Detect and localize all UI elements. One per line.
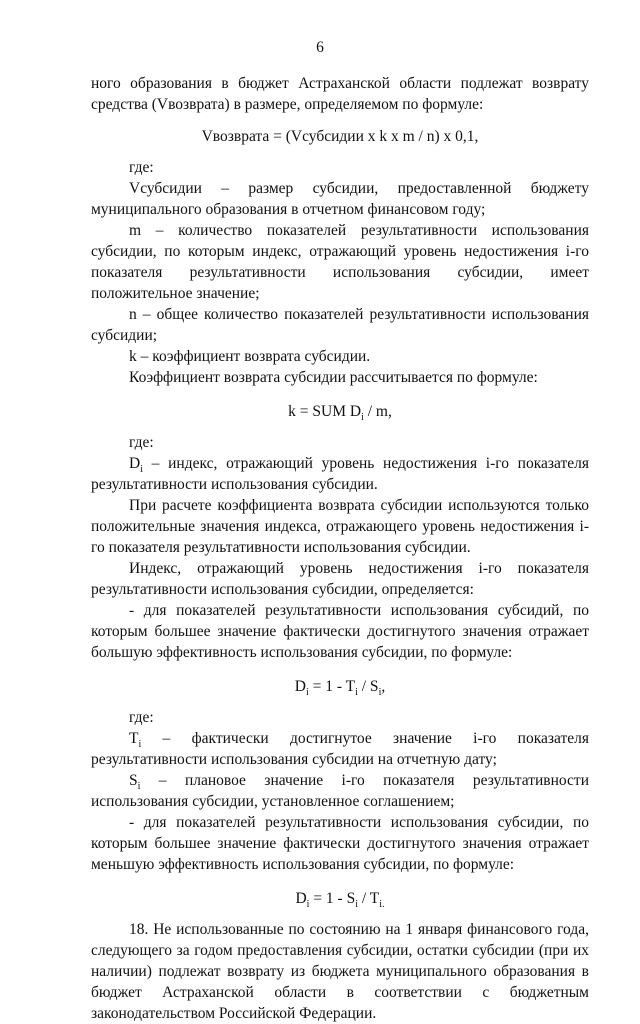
formula-sub: i [355, 687, 358, 699]
formula-part: = 1 - T [308, 678, 356, 695]
formula-part: / T [358, 890, 380, 907]
formula-di-2 [91, 888, 589, 909]
symbol-d: D [129, 455, 141, 472]
symbol-d-sub: i [140, 464, 143, 476]
symbol-t: T [129, 730, 139, 747]
definition-ti-text: – фактически достигнутое значение i-го показателя результативности использования субсидии на отчетную дату; [91, 730, 589, 768]
symbol-s: S [129, 772, 138, 789]
paragraph-18-refund: 18. Не использованные по состоянию на 1 января финансового года, следующего за годом предоставления субсидии, остатки субсидии (при их наличии) подлежат возврату из бюджета муниципального образования в бюджет Астраханской области в соответствии с бюджетным законодательством Российской Федерации. [91, 921, 589, 1022]
definition-m: m – количество показателей результативности использования субсидии, по которым индекс, отражающий уровень недостижения i-го показателя результативности использования субсидии, имеет положительное значение; [91, 222, 589, 302]
page-number: 6 [316, 39, 324, 56]
formula-refund: Vвозврата = (Vсубсидии x k x m / n) x 0,1, [201, 128, 479, 145]
formula-sub: i [355, 899, 358, 911]
symbol-s-sub: i [137, 781, 141, 793]
formula-part: D [295, 890, 307, 907]
formula-k-sub: i [361, 412, 364, 424]
definition-si [91, 770, 589, 812]
definition-vsubsidy: Vсубсидии – размер субсидии, предоставленной бюджету муниципального образования в отчетном финансовом году; [91, 180, 589, 218]
formula-di-1 [91, 676, 589, 697]
formula-k-tail: / m, [363, 403, 392, 420]
definition-si-text: – плановое значение i-го показателя результативности использования субсидии, установленное соглашением; [91, 772, 589, 810]
definition-di [91, 453, 589, 495]
formula-sub: i [378, 687, 382, 699]
formula-sub: i [305, 687, 309, 699]
formula-part: = 1 - S [309, 890, 356, 907]
paragraph-k-formula-intro: Коэффициент возврата субсидии рассчитывается по формуле: [129, 369, 538, 386]
paragraph-index-determined: Индекс, отражающий уровень недостижения i-го показателя результативности использования субсидии, определяется: [91, 560, 589, 598]
where-label: где: [129, 709, 154, 726]
formula-part: , [381, 678, 386, 695]
formula-sub: i [306, 899, 310, 911]
formula-sub: i. [379, 899, 385, 911]
paragraph-case-larger-better: - для показателей результативности использования субсидий, по которым большее значение фактически достигнутого значения отражает большую эффективность использования субсидии, по формуле: [91, 602, 589, 661]
formula-part: / S [357, 678, 379, 695]
formula-part: D [294, 678, 306, 695]
formula-k [91, 401, 589, 422]
paragraph-case-larger-worse: - для показателей результативности использования субсидии, по которым большее значение фактически достигнутого значения отражает меньшую эффективность использования субсидии, по формуле: [91, 814, 589, 873]
definition-k: k – коэффициент возврата субсидии. [129, 348, 371, 365]
where-label: где: [129, 159, 154, 176]
definition-n: n – общее количество показателей результативности использования субсидии; [91, 306, 589, 344]
document-body [91, 73, 589, 1024]
symbol-t-sub: i [138, 739, 142, 751]
definition-ti [91, 728, 589, 770]
paragraph-positive-values: При расчете коэффициента возврата субсидии используются только положительные значения индекса, отражающего уровень недостижения i-го показателя результативности использования субсидии. [91, 497, 589, 556]
where-label: где: [129, 434, 154, 451]
formula-k-main: k = SUM D [288, 403, 362, 420]
definition-di-text: – индекс, отражающий уровень недостижения i-го показателя результативности использования субсидии. [91, 455, 589, 493]
paragraph-intro: ного образования в бюджет Астраханской области подлежат возврату средства (Vвозврата) в размере, определяемом по формуле: [91, 75, 589, 113]
